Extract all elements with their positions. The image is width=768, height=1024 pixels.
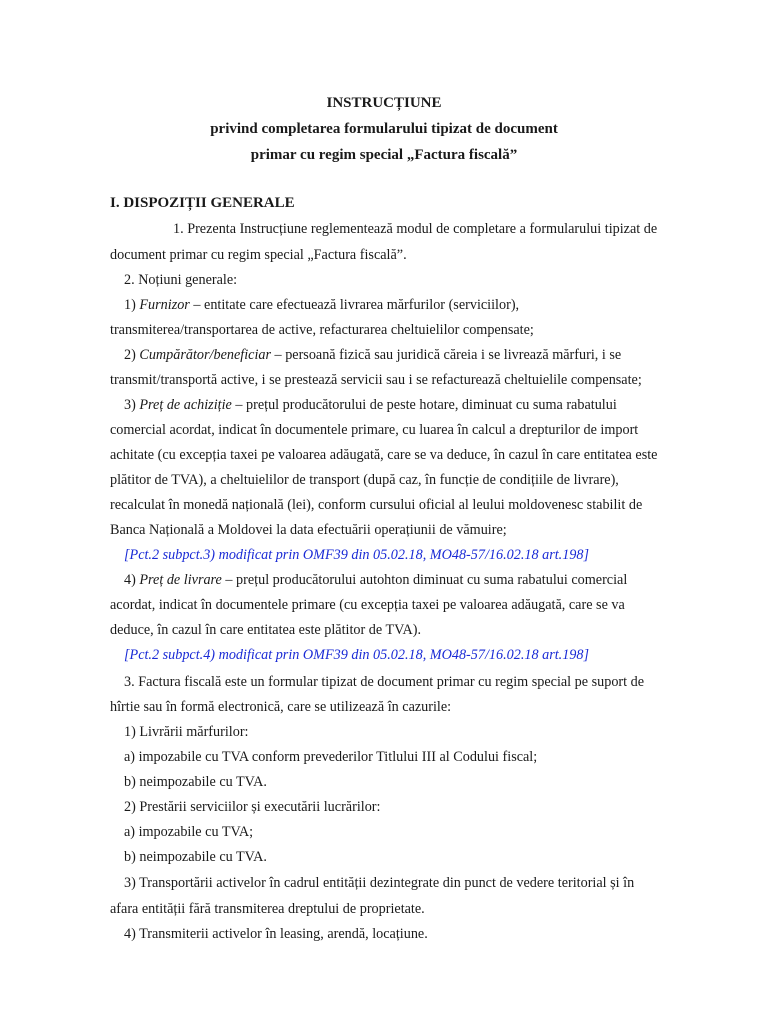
definition-3-line-6: Banca Națională a Moldovei la data efectuării operațiunii de vămuire; <box>110 522 507 538</box>
definition-3-line-5: recalculat în monedă națională (lei), conform cursului oficial al leului moldovenesc stabilit de <box>110 497 643 513</box>
case-2a: a) impozabile cu TVA; <box>124 824 254 840</box>
definition-1-line-2: transmiterea/transportarea de active, refacturarea cheltuielilor compensate; <box>110 322 534 338</box>
definition-4-line-2: acordat, indicat în documentele primare (cu excepția taxei pe valoarea adăugată, care se va <box>110 597 625 613</box>
paragraph-2: 2. Noțiuni generale: <box>124 272 238 288</box>
document-title: INSTRUCȚIUNE <box>326 95 442 111</box>
amendment-note-1: [Pct.2 subpct.3) modificat prin OMF39 din 05.02.18, MO48-57/16.02.18 art.198] <box>124 547 590 563</box>
definition-1-line-1 <box>124 296 519 314</box>
case-2: 2) Prestării serviciilor și executării lucrărilor: <box>124 799 381 815</box>
document-subtitle-line-2: primar cu regim special „Factura fiscală” <box>250 147 518 163</box>
definition-1-number: 1) <box>124 297 140 313</box>
definition-2-number: 2) <box>124 347 140 363</box>
document-subtitle-line-1: privind completarea formularului tipizat de document <box>210 121 558 137</box>
definition-4-term: Preț de livrare <box>139 572 222 588</box>
paragraph-3-line-1: 3. Factura fiscală este un formular tipizat de document primar cu regim special pe suport de <box>124 674 645 690</box>
paragraph-3-line-2: hîrtie sau în formă electronică, care se utilizează în cazurile: <box>110 699 452 715</box>
definition-3-text: – prețul producătorului de peste hotare, diminuat cu suma rabatului <box>231 397 617 413</box>
definition-3-term: Preț de achiziție <box>139 397 232 413</box>
case-3-line-1: 3) Transportării activelor în cadrul entității dezintegrate din punct de vedere teritorial și în <box>124 875 635 891</box>
definition-3-line-2: comercial acordat, indicat în documentele primare, cu luarea în calcul a drepturilor de import <box>110 422 639 438</box>
paragraph-1-line-1: 1. Prezenta Instrucțiune reglementează modul de completare a formularului tipizat de <box>173 221 658 237</box>
case-3-line-2: afara entității fără transmiterea dreptului de proprietate. <box>110 901 425 917</box>
definition-2-term: Cumpărător/beneficiar <box>139 347 271 363</box>
case-1a: a) impozabile cu TVA conform prevederilor Titlului III al Codului fiscal; <box>124 749 538 765</box>
definition-2-line-1 <box>124 346 621 364</box>
paragraph-1-line-2: document primar cu regim special „Factura fiscală”. <box>110 247 407 263</box>
definition-2-text: – persoană fizică sau juridică căreia i se livrează mărfuri, i se <box>271 347 622 363</box>
case-2b: b) neimpozabile cu TVA. <box>124 849 267 865</box>
definition-1-term: Furnizor <box>139 297 190 313</box>
amendment-note-2: [Pct.2 subpct.4) modificat prin OMF39 din 05.02.18, MO48-57/16.02.18 art.198] <box>124 647 590 663</box>
definition-3-line-4: plătitor de TVA), a cheltuielilor de transport (după caz, în funcție de condițiile de livrare), <box>110 472 619 488</box>
section-heading: I. DISPOZIȚII GENERALE <box>110 195 295 211</box>
definition-3-number: 3) <box>124 397 140 413</box>
definition-4-text: – prețul producătorului autohton diminuat cu suma rabatului comercial <box>221 572 628 588</box>
definition-2-line-2: transmit/transportă active, i se prestează servicii sau i se refacturează cheltuielile compensate; <box>110 372 642 388</box>
case-4: 4) Transmiterii activelor în leasing, arendă, locațiune. <box>124 926 428 942</box>
definition-3-line-3: achitate (cu excepția taxei pe valoarea adăugată, care se va deduce, în cazul în care entitatea este <box>110 447 658 463</box>
definition-3-line-1 <box>124 396 617 414</box>
definition-4-line-3: deduce, în cazul în care entitatea este plătitor de TVA). <box>110 622 422 638</box>
definition-4-line-1 <box>124 571 627 589</box>
case-1b: b) neimpozabile cu TVA. <box>124 774 267 790</box>
case-1: 1) Livrării mărfurilor: <box>124 724 249 740</box>
definition-4-number: 4) <box>124 572 140 588</box>
definition-1-text: – entitate care efectuează livrarea mărfurilor (serviciilor), <box>189 297 520 313</box>
